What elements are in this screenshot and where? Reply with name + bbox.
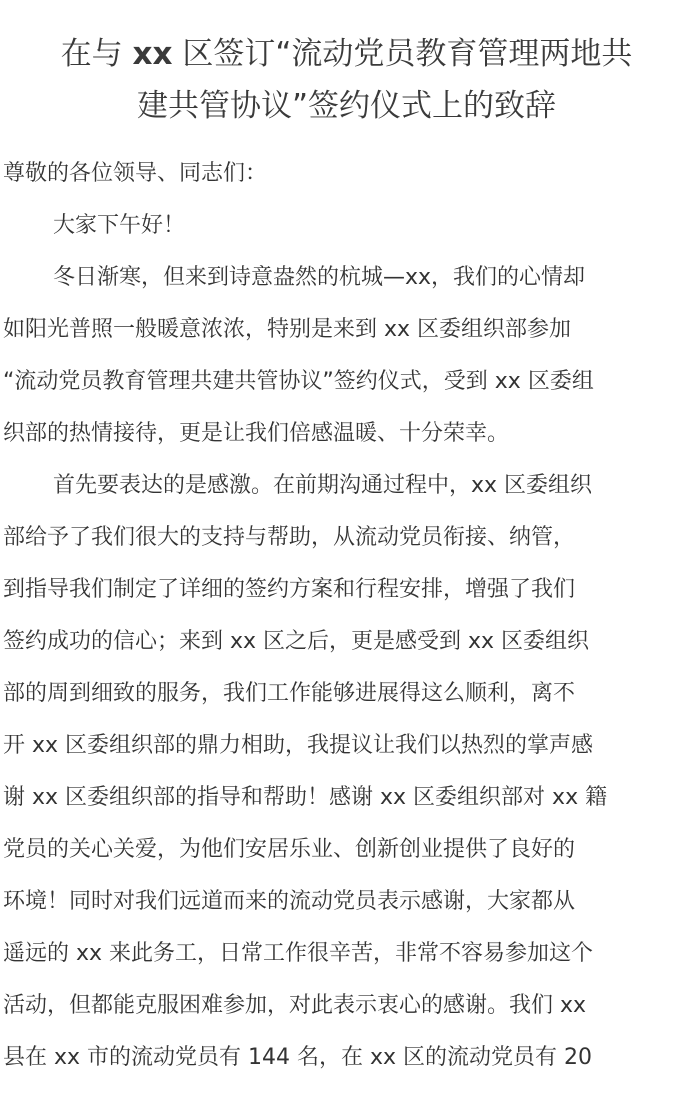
text-line: 大家下午好！ <box>53 213 186 238</box>
text-line: 签约成功的信心；来到 xx 区之后，更是感受到 xx 区委组织 <box>3 629 590 654</box>
title-prefix: 在与 <box>60 36 133 72</box>
text-line: 部的周到细致的服务，我们工作能够进展得这么顺利，离不 <box>3 681 576 706</box>
text-line: 遥远的 xx 来此务工，日常工作很辛苦，非常不容易参加这个 <box>3 941 594 966</box>
text-line: 尊敬的各位领导、同志们： <box>3 161 268 186</box>
title-line-2: 建共管协议”签约仪式上的致辞 <box>136 88 557 124</box>
document-body <box>0 148 693 1084</box>
text-line: 冬日渐寒，但来到诗意盎然的杭城—xx，我们的心情却 <box>53 265 586 290</box>
text-line: 到指导我们制定了详细的签约方案和行程安排，增强了我们 <box>3 577 576 602</box>
text-line: “流动党员教育管理共建共管协议”签约仪式，受到 xx 区委组 <box>3 369 594 394</box>
title-line-1 <box>0 28 693 80</box>
text-line: 织部的热情接待，更是让我们倍感温暖、十分荣幸。 <box>3 421 510 446</box>
text-line: 党员的关心关爱，为他们安居乐业、创新创业提供了良好的 <box>3 837 576 862</box>
text-line: 环境！同时对我们远道而来的流动党员表示感谢，大家都从 <box>3 889 576 914</box>
text-line: 谢 xx 区委组织部的指导和帮助！感谢 xx 区委组织部对 xx 籍 <box>3 785 608 810</box>
text-line: 部给予了我们很大的支持与帮助，从流动党员衔接、纳管， <box>3 525 576 550</box>
document-title <box>0 0 693 132</box>
text-line: 活动，但都能克服困难参加，对此表示衷心的感谢。我们 xx <box>3 993 587 1018</box>
title-bold-placeholder: xx <box>132 36 173 72</box>
title-suffix: 区签订“流动党员教育管理两地共 <box>172 36 633 72</box>
text-line: 开 xx 区委组织部的鼎力相助，我提议让我们以热烈的掌声感 <box>3 733 594 758</box>
text-line: 首先要表达的是感激。在前期沟通过程中，xx 区委组织 <box>53 473 593 498</box>
text-line: 县在 xx 市的流动党员有 144 名，在 xx 区的流动党员有 20 <box>3 1045 593 1070</box>
text-line: 如阳光普照一般暖意浓浓，特别是来到 xx 区委组织部参加 <box>3 317 572 342</box>
